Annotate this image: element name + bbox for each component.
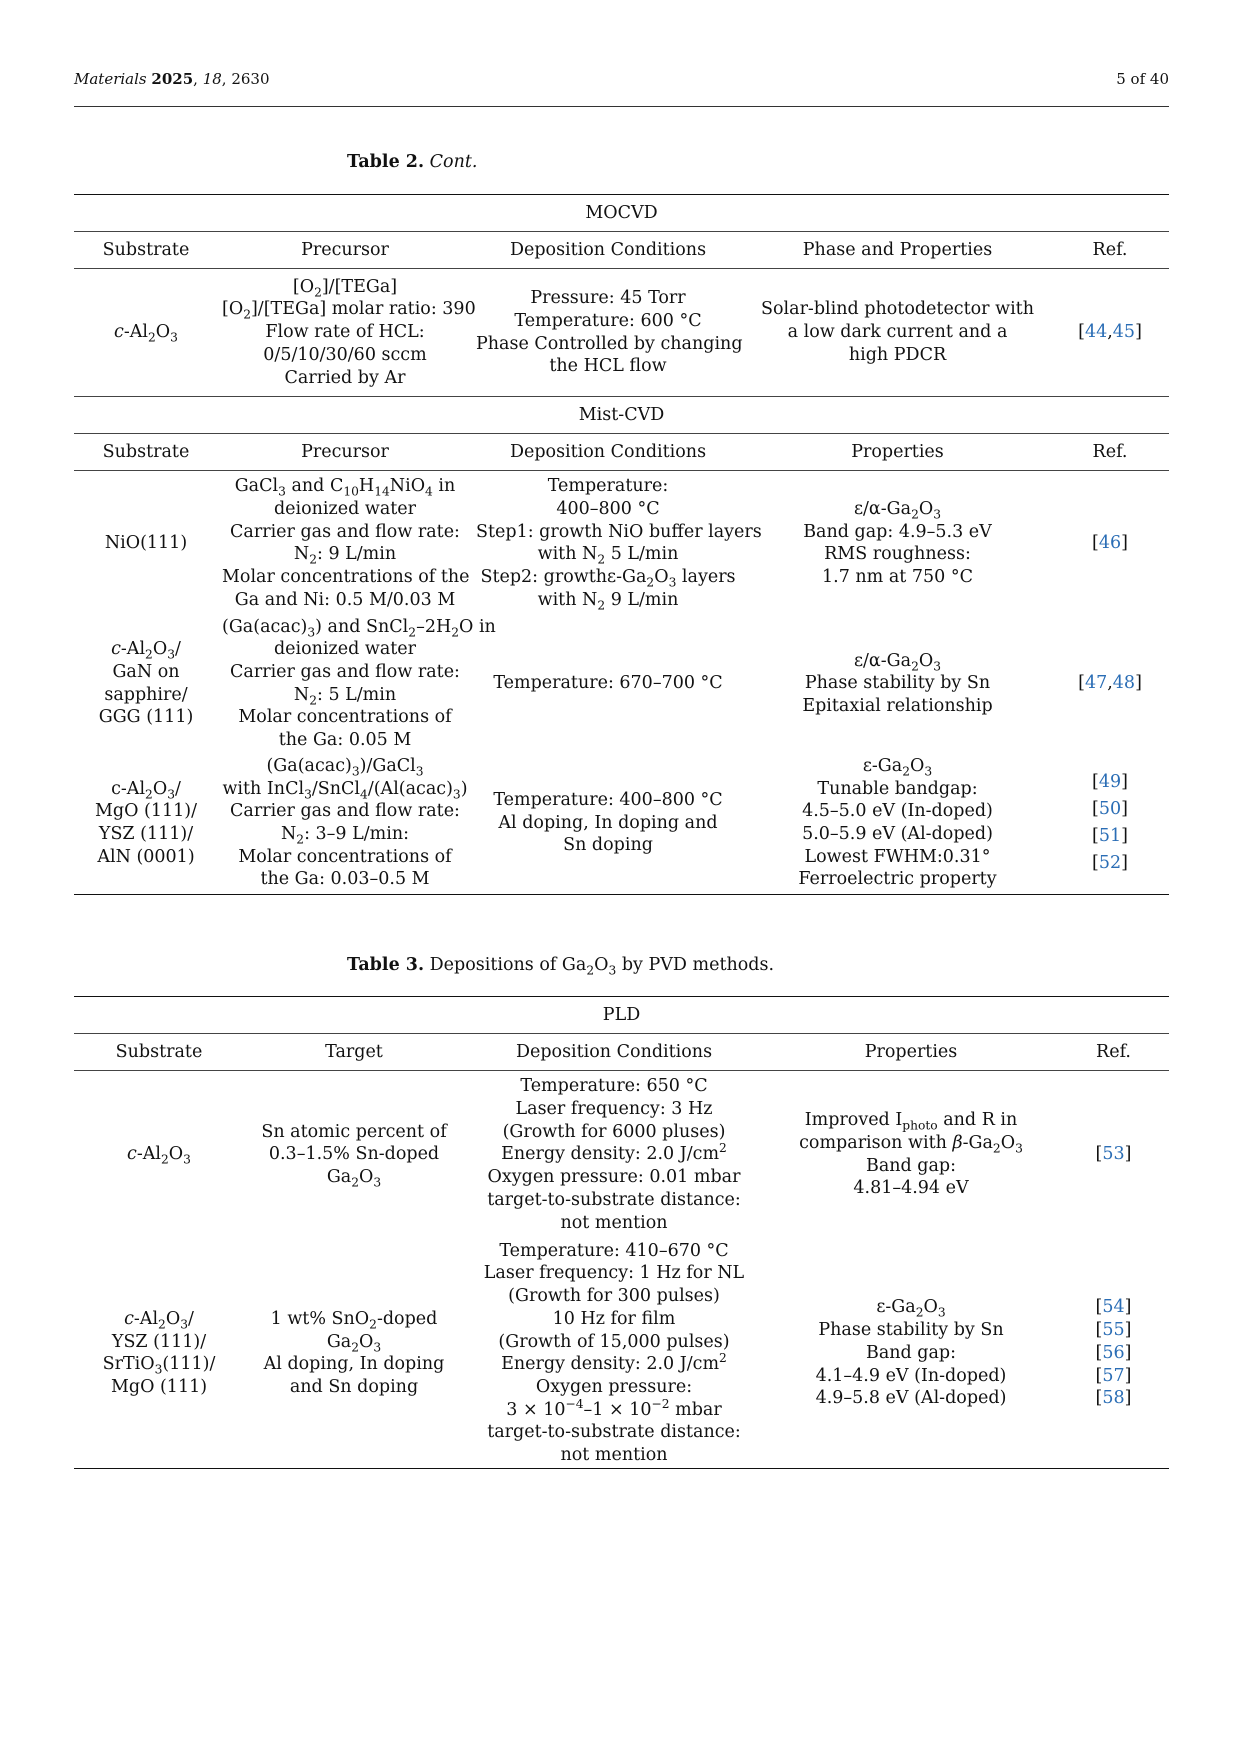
condition-line: Al doping, In doping and [498, 812, 718, 833]
condition-line: Phase Controlled by changing [476, 333, 743, 354]
ref-link[interactable]: 49 [1098, 771, 1122, 792]
condition-line: Temperature: 400–800 °C [493, 789, 723, 810]
ref-link[interactable]: 48 [1112, 673, 1136, 694]
ref-link[interactable]: 56 [1102, 1342, 1125, 1363]
substrate-cell: $c-Al_2O_3/$ GaN on sapphire/ GGG (111) [98, 639, 194, 728]
page-number: 5 of 40 [1116, 70, 1169, 88]
condition-line: Pressure: 45 Torr [530, 288, 686, 309]
substrate-cell: $c-Al_2O_3$ [74, 269, 218, 397]
condition-line: Temperature: 600 °C [514, 310, 702, 331]
conditions-cell: Temperature: 400–800 °C Step1: growth NiO buffer layers with $N_2$ 5 L/min Step2: growthε-$Ga_2O_3$ layers with $N_2$ 9 L/min [476, 476, 762, 613]
table3-caption [347, 955, 775, 978]
properties-cell: $\varepsilon/\alpha-Ga_2O_3$ Phase stability by Sn Epitaxial relationship [744, 616, 1051, 752]
col-header-precursor: Precursor [218, 434, 472, 471]
table2-caption-text: Cont. [429, 152, 478, 172]
properties-cell: $\varepsilon-Ga_2O_3$ Tunable bandgap: 4.5–5.0 eV (In-doped) 5.0–5.9 eV (Al-doped) Lowest FWHM:0.31° Ferroelectric property [744, 752, 1051, 895]
properties-cell: $\varepsilon/\alpha-Ga_2O_3$ Band gap: 4.9–5.3 eV RMS roughness: 1.7 nm at 750 °C [744, 471, 1051, 616]
table3 [74, 996, 1169, 1469]
property-line: Lowest FWHM:0.31° [804, 846, 991, 867]
property-line: 1.7 nm at 750 °C [822, 566, 973, 587]
mist-cvd-section-row [74, 397, 1169, 434]
table3-caption-label: Table 3. [347, 955, 425, 975]
ref-cell: [47,48] [1078, 673, 1142, 694]
pld-header-row [74, 1034, 1169, 1071]
journal-year: 2025 [151, 70, 194, 88]
properties-cell [744, 269, 1051, 397]
ref-cell: [44,45] [1051, 269, 1169, 397]
mocvd-header-row [74, 232, 1169, 269]
col-header-properties: Properties [744, 434, 1051, 471]
target-cell: Sn atomic percent of 0.3–1.5% Sn-doped $Ga_2O_3$ [261, 1121, 447, 1190]
condition-line: Temperature: 650 °C [520, 1076, 708, 1097]
condition-line: (Growth for 300 pulses) [508, 1286, 720, 1307]
ref-cell: [49] [50] [51] [52] [1051, 752, 1169, 895]
substrate-cell: $c-Al_2O_3/$ YSZ (111)/ SrTiO$_3$(111)/ MgO (111) [74, 1239, 244, 1469]
ref-link[interactable]: 47 [1084, 673, 1108, 694]
mist-cvd-section-title: Mist-CVD [74, 397, 1169, 434]
property-line: 5.0–5.9 eV (Al-doped) [802, 823, 993, 844]
ref-link[interactable]: 55 [1102, 1320, 1125, 1341]
running-header [74, 70, 1169, 88]
condition-line: (Growth for 6000 pluses) [502, 1121, 726, 1142]
condition-line: (Growth of 15,000 pulses) [498, 1331, 730, 1352]
ref-link[interactable]: 50 [1098, 798, 1122, 819]
property-line: Band gap: [865, 1155, 957, 1176]
property-line: high PDCR [848, 344, 947, 365]
mocvd-section-row [74, 195, 1169, 232]
substrate-cell: $c-Al_2O_3$ [127, 1144, 191, 1167]
condition-line: the HCL flow [549, 356, 667, 377]
precursor-cell: $(Ga(acac)_3)$ and $SnCl_2-2H_2O$ in deionized water Carrier gas and flow rate: $N_2$: 5 L/min Molar concentrations of the Ga: 0.05 M [222, 616, 496, 751]
condition-line: Laser frequency: 1 Hz for NL [483, 1263, 745, 1284]
ref-cell: [53] [1095, 1144, 1132, 1165]
col-header-target: Target [244, 1034, 464, 1071]
table-row [74, 752, 1169, 895]
journal-name: Materials [74, 70, 147, 88]
condition-line: target-to-substrate distance: [487, 1422, 741, 1443]
table3-caption-text: Depositions of $Ga_2O_3$ by PVD methods. [429, 955, 775, 978]
substrate-cell: NiO(111) [104, 532, 188, 553]
mist-cvd-header-row [74, 434, 1169, 471]
table2-caption [347, 152, 477, 172]
property-line: Phase stability by Sn [804, 673, 991, 694]
property-line: Band gap: 4.9–5.3 eV [803, 521, 992, 542]
property-line: a low dark current and a [787, 322, 1008, 343]
target-cell: 1 wt% SnO$_2$-doped $Ga_2O_3$ Al doping, In doping and Sn doping [244, 1239, 464, 1469]
header-rule [74, 106, 1169, 107]
condition-line: Step1: growth NiO buffer layers [476, 521, 762, 542]
col-header-substrate: Substrate [74, 434, 218, 471]
condition-line: 400–800 °C [556, 498, 660, 519]
precursor-cell: $[O_2]/[TEGa]$ $[O_2]/[TEGa]$ molar ratio: 390 Flow rate of HCL: 0/5/10/30/60 sccm Carried by Ar [218, 269, 472, 397]
table-row [74, 616, 1169, 752]
properties-cell: $\varepsilon-Ga_2O_3$ Phase stability by Sn Band gap: 4.1–4.9 eV (In-doped) 4.9–5.8 eV (Al-doped) [764, 1239, 1058, 1469]
condition-line: Sn doping [563, 835, 653, 856]
table-row [74, 269, 1169, 397]
article-number: 2630 [231, 70, 270, 88]
ref-link[interactable]: 57 [1102, 1365, 1125, 1386]
ref-link[interactable]: 54 [1102, 1297, 1125, 1318]
property-line: Solar-blind photodetector with [761, 299, 1034, 320]
mocvd-section-title: MOCVD [74, 195, 1169, 232]
property-line: 4.9–5.8 eV (Al-doped) [815, 1388, 1007, 1409]
ref-link[interactable]: 51 [1098, 825, 1122, 846]
precursor-cell: $(Ga(acac)_3)/GaCl_3$ with $InCl_3/SnCl_4/(Al(acac)_3)$ Carrier gas and flow rate: $N_2$: 3–9 L/min: Molar concentrations of the Ga: 0.03–0.5 M [218, 752, 472, 895]
property-line: 4.1–4.9 eV (In-doped) [815, 1365, 1007, 1386]
conditions-cell [472, 269, 744, 397]
col-header-substrate: Substrate [74, 232, 218, 269]
property-line: RMS roughness: [824, 544, 971, 565]
property-line: Tunable bandgap: [817, 778, 978, 799]
ref-link[interactable]: 58 [1102, 1388, 1125, 1409]
table-row [74, 1239, 1169, 1469]
table2 [74, 194, 1169, 895]
conditions-cell: Temperature: 410–670 °C Laser frequency: 1 Hz for NL (Growth for 300 pulses) 10 Hz for film (Growth of 15,000 pulses) Energy density: 2.0 $J/cm^2$ Oxygen pressure: $3 \times 10^{-4}-1 \times 10^{-2}$ mbar target-to-substrate distance: not mention [464, 1239, 764, 1469]
journal-volume: 18 [202, 70, 222, 88]
col-header-deposition-conditions: Deposition Conditions [472, 434, 744, 471]
col-header-deposition-conditions: Deposition Conditions [472, 232, 744, 269]
col-header-ref: Ref. [1051, 434, 1169, 471]
condition-line: Oxygen pressure: [535, 1376, 693, 1397]
conditions-cell [472, 616, 744, 752]
ref-link[interactable]: 53 [1102, 1144, 1125, 1165]
table2-caption-label: Table 2. [347, 152, 425, 172]
pld-section-row [74, 997, 1169, 1034]
ref-link[interactable]: 46 [1098, 532, 1122, 553]
condition-line: not mention [560, 1212, 668, 1233]
ref-link[interactable]: 52 [1098, 852, 1122, 873]
pld-section-title: PLD [74, 997, 1169, 1034]
col-header-properties: Properties [764, 1034, 1058, 1071]
precursor-cell: GaCl$_3$ and $C_{10}H_{14}NiO_4$ in deionized water Carrier gas and flow rate: $N_2$: 9 L/min Molar concentrations of the Ga and Ni: 0.5 M/0.03 M [222, 476, 470, 610]
ref-cell: [54] [55] [56] [57] [58] [1058, 1239, 1169, 1469]
col-header-ref: Ref. [1051, 232, 1169, 269]
col-header-substrate: Substrate [74, 1034, 244, 1071]
conditions-cell [472, 752, 744, 895]
condition-line: Temperature: 670–700 °C [493, 673, 723, 694]
property-line: 4.81–4.94 eV [853, 1178, 969, 1199]
property-line: Ferroelectric property [798, 869, 997, 890]
property-line: Band gap: [865, 1342, 957, 1363]
property-line: Epitaxial relationship [802, 695, 993, 716]
col-header-phase-properties: Phase and Properties [744, 232, 1051, 269]
condition-line: Temperature: [547, 476, 669, 497]
property-line: 4.5–5.0 eV (In-doped) [802, 801, 993, 822]
col-header-deposition-conditions: Deposition Conditions [464, 1034, 764, 1071]
col-header-ref: Ref. [1058, 1034, 1169, 1071]
condition-line: target-to-substrate distance: [487, 1189, 741, 1210]
col-header-precursor: Precursor [218, 232, 472, 269]
substrate-cell: $c-Al_2O_3/$ MgO (111)/ YSZ (111)/ AlN (0001) [74, 752, 218, 895]
conditions-cell: Temperature: 650 °C Laser frequency: 3 Hz (Growth for 6000 pluses) Energy density: 2.0 $J/cm^2$ Oxygen pressure: 0.01 mbar target-to-substrate distance: not mention [464, 1071, 764, 1239]
table-row [74, 471, 1169, 616]
condition-line: not mention [560, 1445, 668, 1466]
condition-line: Laser frequency: 3 Hz [515, 1098, 713, 1119]
condition-line: Oxygen pressure: 0.01 mbar [487, 1167, 741, 1188]
condition-line: Temperature: 410–670 °C [499, 1240, 729, 1261]
ref-cell: [46] [1092, 532, 1128, 553]
properties-cell: Improved $I_{photo}$ and R in comparison with $\beta-Ga_2O_3$ Band gap: 4.81–4.94 eV [764, 1071, 1058, 1239]
property-line: Phase stability by Sn [818, 1320, 1004, 1341]
ref-link[interactable]: 44 [1084, 322, 1108, 343]
ref-link[interactable]: 45 [1112, 322, 1136, 343]
journal-citation: Materials 2025, 18, 2630 [74, 70, 270, 88]
table-row [74, 1071, 1169, 1239]
condition-line: 10 Hz for film [552, 1308, 676, 1329]
